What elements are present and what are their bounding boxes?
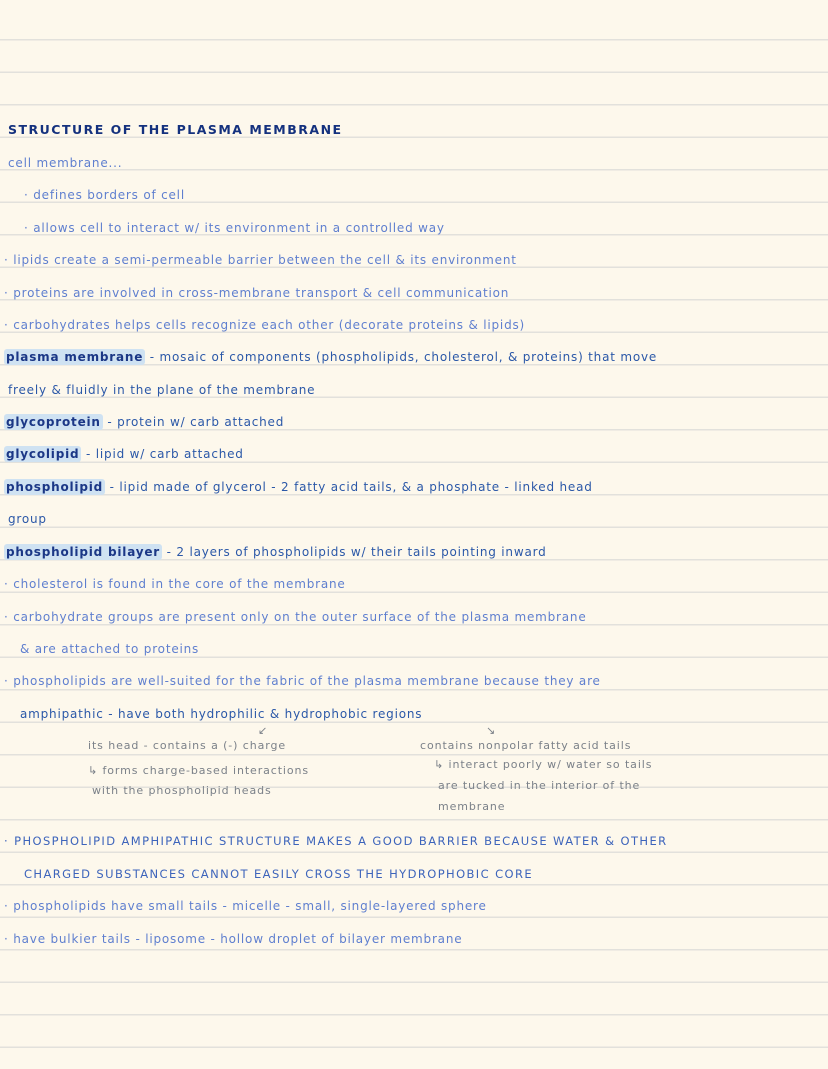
intro-text: cell membrane... [8,156,123,170]
definition-glycolipid [4,446,244,462]
def-glycolipid: - lipid w/ carb attached [81,447,244,461]
def-phospholipid-bilayer: - 2 layers of phospholipids w/ their tails pointing inward [162,545,547,559]
fact-attached-proteins: & are attached to proteins [20,642,200,656]
bullet-carbohydrates: · carbohydrates helps cells recognize each other (decorate proteins & lipids) [4,318,526,332]
note-head-interactions: ↳ forms charge-based interactions [88,764,310,777]
note-tails-water: ↳ interact poorly w/ water so tails [434,758,653,771]
term-glycolipid: glycolipid [6,447,80,461]
fact-cholesterol: · cholesterol is found in the core of the membrane [4,577,346,591]
fact-amphipathic: amphipathic - have both hydrophilic & hydrophobic regions [20,707,423,721]
def-glycoprotein: - protein w/ carb attached [102,415,285,429]
def-phospholipid: - lipid made of glycerol - 2 fatty acid tails, & a phosphate - linked head [105,480,593,494]
term-phospholipid: phospholipid [6,480,104,494]
note-head-phospholipid: with the phospholipid heads [92,784,272,797]
note-head-charge: its head - contains a (-) charge [88,739,287,752]
bullet-defines-borders: · defines borders of cell [24,188,185,202]
note-liposome: · have bulkier tails - liposome - hollow droplet of bilayer membrane [4,932,463,946]
note-micelle: · phospholipids have small tails - micelle - small, single-layered sphere [4,899,487,913]
bullet-proteins-transport: · proteins are involved in cross-membrane transport & cell communication [4,286,510,300]
note-tails-nonpolar: contains nonpolar fatty acid tails [420,739,632,752]
fact-phospholipids-suited: · phospholipids are well-suited for the fabric of the plasma membrane because they are [4,674,601,688]
bullet-lipids-barrier: · lipids create a semi-permeable barrier between the cell & its environment [4,253,517,267]
page-title: STRUCTURE OF THE PLASMA MEMBRANE [8,122,343,137]
fact-carbohydrate-groups: · carbohydrate groups are present only on the outer surface of the plasma membrane [4,610,587,624]
term-phospholipid-bilayer: phospholipid bilayer [6,545,161,559]
caps-barrier-note: · PHOSPHOLIPID AMPHIPATHIC STRUCTURE MAKES A GOOD BARRIER BECAUSE WATER & OTHER [4,834,668,848]
definition-bilayer [4,544,547,560]
term-plasma-membrane: plasma membrane [6,350,144,364]
note-tails-membrane: membrane [438,800,506,813]
definition-plasma-membrane-cont: freely & fluidly in the plane of the membrane [8,383,316,397]
note-tails-tucked: are tucked in the interior of the [438,779,641,792]
arrow-down-left: ↙ [258,724,269,737]
bullet-allows-interaction: · allows cell to interact w/ its environment in a controlled way [24,221,445,235]
definition-phospholipid [4,479,593,495]
term-glycoprotein: glycoprotein [6,415,101,429]
definition-glycoprotein [4,414,284,430]
caps-barrier-note-cont: CHARGED SUBSTANCES CANNOT EASILY CROSS THE HYDROPHOBIC CORE [24,867,534,881]
def-plasma-membrane: - mosaic of components (phospholipids, cholesterol, & proteins) that move [145,350,658,364]
arrow-down-right: ↘ [486,724,497,737]
definition-plasma-membrane [4,349,657,365]
definition-phospholipid-cont: group [8,512,47,526]
